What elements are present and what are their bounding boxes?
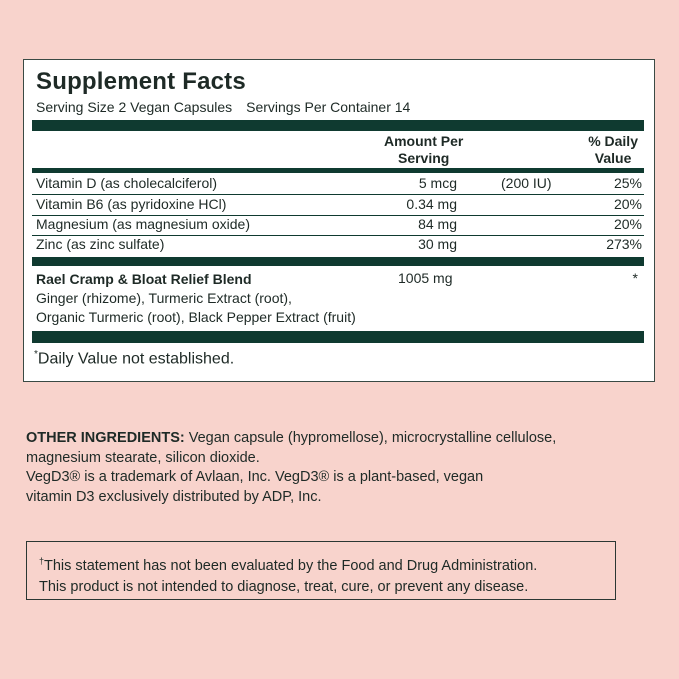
nutrient-amount: 84 mg [418,216,457,232]
other-ingredients-line1 [26,429,646,449]
header-dv-line2: Value [594,150,632,166]
proprietary-blend [36,270,356,327]
other-ingredients-text1: Vegan capsule (hypromellose), microcrystalline cellulose, [184,430,557,446]
vegd3-trademark-line1: VegD3® is a trademark of Avlaan, Inc. VegD3® is a plant-based, vegan [26,469,484,485]
footnote-mark: * [34,349,38,360]
nutrient-daily-value: 20% [613,196,642,212]
disclaimer-line2: This product is not intended to diagnose, treat, cure, or prevent any disease. [39,578,529,595]
serving-size: Serving Size 2 Vegan Capsules [36,99,233,115]
fda-disclaimer [26,541,616,600]
blend-divider [32,257,644,266]
supplement-facts-panel [23,59,655,382]
vegd3-trademark-line2: vitamin D3 exclusively distributed by ADP, Inc. [26,488,322,505]
nutrient-iu: (200 IU) [501,175,552,191]
dagger-mark: † [39,556,45,566]
blend-daily-value: * [632,270,638,286]
servings-per-container: Servings Per Container 14 [246,99,411,115]
header-dv-line1: % Daily [588,133,638,149]
nutrient-amount: 5 mcg [418,175,457,191]
nutrient-daily-value: 25% [613,175,642,191]
daily-value-header [588,133,638,167]
serving-info [36,99,410,115]
other-ingredients-section [26,429,646,507]
nutrient-row [32,195,644,215]
blend-name: Rael Cramp & Bloat Relief Blend [36,271,252,287]
panel-title: Supplement Facts [36,68,246,95]
bottom-divider [32,331,644,343]
top-divider [32,120,644,131]
daily-value-footnote [34,349,234,368]
nutrient-row [32,215,644,235]
blend-amount: 1005 mg [398,270,453,286]
nutrient-amount: 0.34 mg [406,196,457,212]
other-ingredients-line2: magnesium stearate, silicon dioxide. [26,449,260,466]
nutrient-name: Zinc (as zinc sulfate) [36,236,165,252]
nutrient-row [32,235,644,255]
nutrient-row [32,174,644,194]
nutrient-name: Vitamin D (as cholecalciferol) [36,175,218,191]
nutrient-daily-value: 273% [606,236,642,252]
disclaimer-text1: This statement has not been evaluated by the Food and Drug Administration. [44,557,538,574]
nutrient-name: Vitamin B6 (as pyridoxine HCl) [36,196,227,212]
nutrient-name: Magnesium (as magnesium oxide) [36,216,250,232]
footnote-text: Daily Value not established. [37,350,235,368]
header-amount-line1: Amount Per [384,133,464,149]
amount-per-serving-header [384,133,463,167]
header-divider [32,168,644,173]
blend-ingredients-line1: Ginger (rhizome), Turmeric Extract (root), [36,290,292,306]
nutrient-amount: 30 mg [418,236,457,252]
blend-ingredients-line2: Organic Turmeric (root), Black Pepper Extract (fruit) [36,309,356,325]
disclaimer-line1 [39,551,615,577]
nutrient-daily-value: 20% [613,216,642,232]
other-ingredients-label: OTHER INGREDIENTS: [26,430,185,446]
header-amount-line2: Serving [397,150,450,166]
